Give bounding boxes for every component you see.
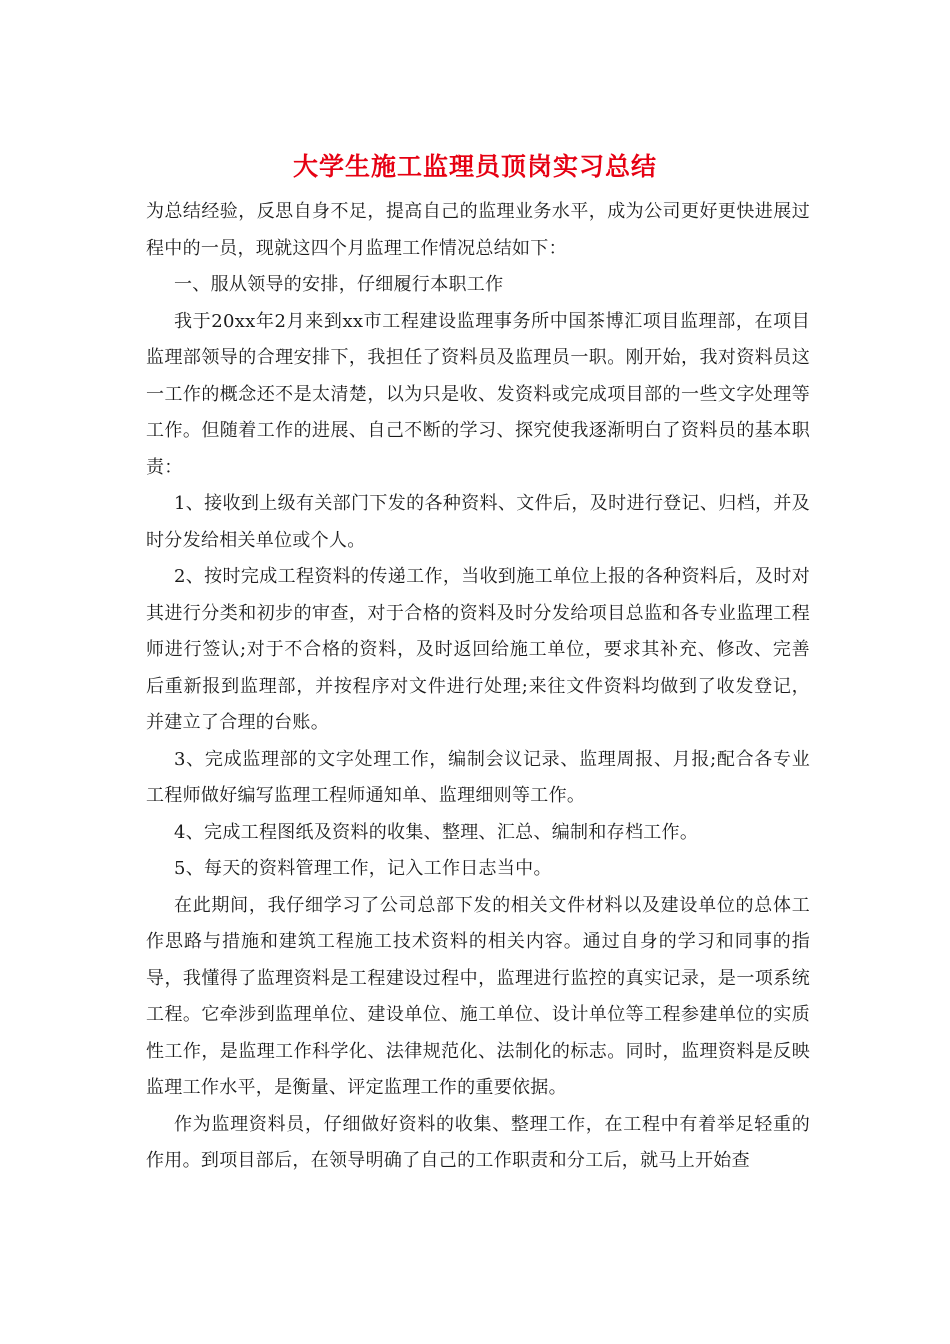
paragraph: 在此期间，我仔细学习了公司总部下发的相关文件材料以及建设单位的总体工作思路与措施和建筑工程施工技术资料的相关内容。通过自身的学习和同事的指导，我懂得了监理资料是工程建设过程中，监理进行监控的真实记录，是一项系统工程。它牵涉到监理单位、建设单位、施工单位、设计单位等工程参建单位的实质性工作，是监理工作科学化、法律规范化、法制化的标志。同时，监理资料是反映监理工作水平，是衡量、评定监理工作的重要依据。: [146, 894, 810, 1098]
list-item: 4、完成工程图纸及资料的收集、整理、汇总、编制和存档工作。: [174, 821, 699, 843]
document-title: 大学生施工监理员顶岗实习总结: [292, 152, 657, 181]
document-body: [146, 194, 810, 1180]
list-item: 2、按时完成工程资料的传递工作，当收到施工单位上报的各种资料后，及时对其进行分类和初步的审查，对于合格的资料及时分发给项目总监和各专业监理工程师进行签认;对于不合格的资料，及时返回给施工单位，要求其补充、修改、完善后重新报到监理部，并按程序对文件进行处理;来往文件资料均做到了收发登记，并建立了合理的台账。: [146, 566, 810, 733]
list-item: 3、完成监理部的文字处理工作，编制会议记录、监理周报、月报;配合各专业工程师做好编写监理工程师通知单、监理细则等工作。: [146, 748, 810, 806]
paragraph: 我于20xx年2月来到xx市工程建设监理事务所中国茶博汇项目监理部，在项目监理部领导的合理安排下，我担任了资料员及监理员一职。刚开始，我对资料员这一工作的概念还不是太清楚，以为只是收、发资料或完成项目部的一些文字处理等工作。但随着工作的进展、自己不断的学习、探究使我逐渐明白了资料员的基本职责：: [146, 310, 810, 478]
paragraph: 作为监理资料员，仔细做好资料的收集、整理工作，在工程中有着举足轻重的作用。到项目部后，在领导明确了自己的工作职责和分工后，就马上开始查: [146, 1113, 810, 1171]
list-item: 1、接收到上级有关部门下发的各种资料、文件后，及时进行登记、归档，并及时分发给相关单位或个人。: [146, 493, 810, 551]
paragraph-intro: 为总结经验，反思自身不足，提高自己的监理业务水平，成为公司更好更快进展过程中的一员，现就这四个月监理工作情况总结如下：: [146, 201, 810, 259]
list-item: 5、每天的资料管理工作，记入工作日志当中。: [174, 858, 552, 879]
section-heading: 一、服从领导的安排，仔细履行本职工作: [174, 274, 504, 295]
